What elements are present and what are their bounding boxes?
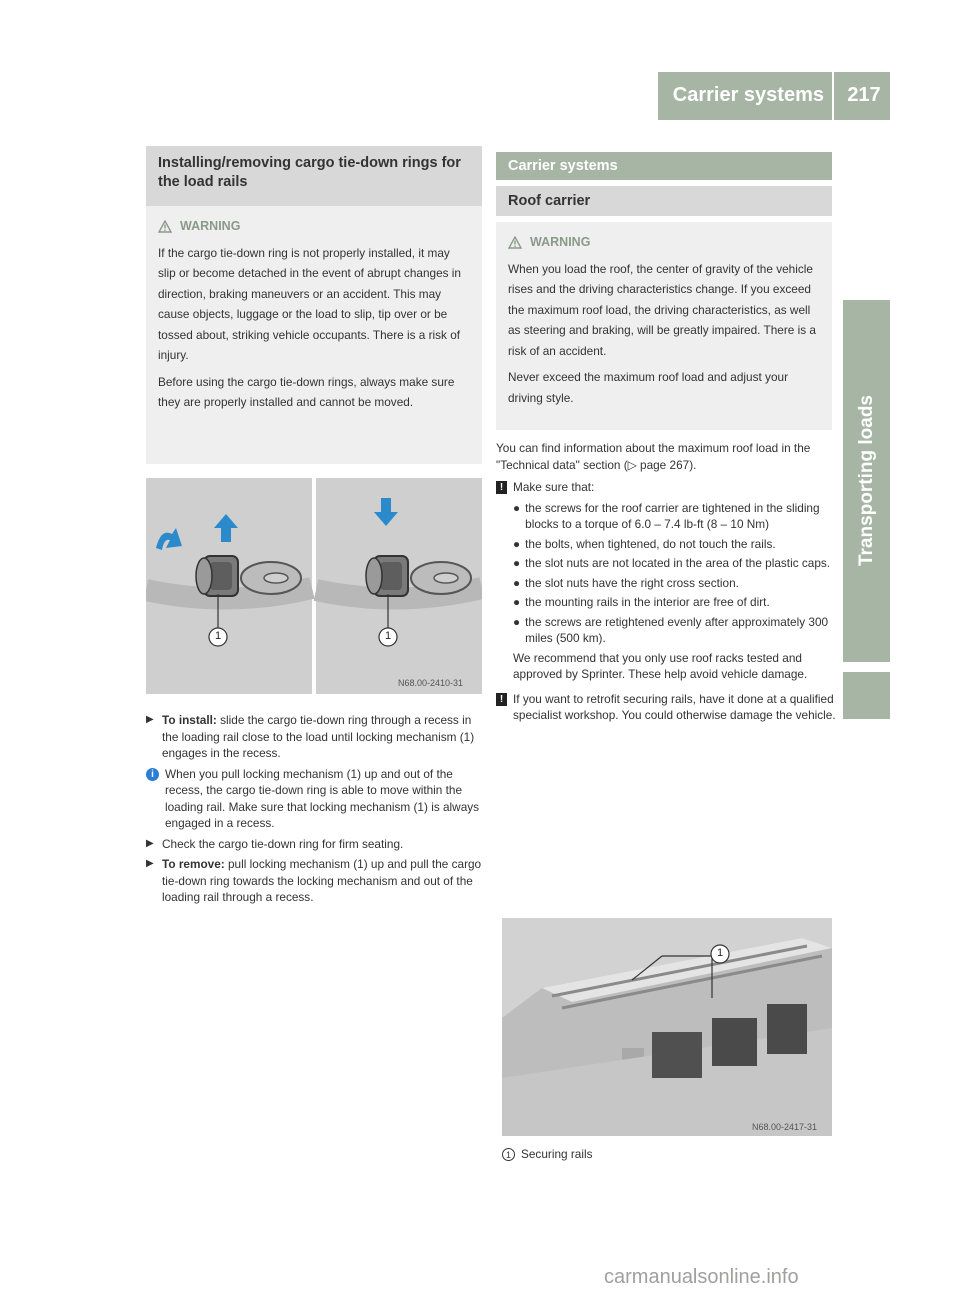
side-tab-label-wrap xyxy=(843,300,890,662)
section-heading: Carrier systems xyxy=(496,152,832,180)
left-warning-box xyxy=(146,206,482,464)
list-item: ● the slot nuts are not located in the area of the plastic caps. xyxy=(513,556,831,570)
warning-triangle-icon xyxy=(158,220,172,233)
watermark: carmanualsonline.info xyxy=(604,1266,799,1288)
left-figure-callout-a: 1 xyxy=(214,630,222,642)
recommend-text: We recommend that you only use roof racks tested and approved by Sprinter. These help avoid vehicle damage. xyxy=(513,650,808,681)
left-figure-code: N68.00-2410-31 xyxy=(398,678,464,688)
install-step xyxy=(146,712,484,762)
right-body xyxy=(496,440,836,728)
header-separator xyxy=(832,72,834,120)
left-warning-text-1: If the cargo tie-down ring is not properly installed, it may slip or become detached in the event of abrupt changes in direction, braking maneuvers or an accident. This may cause objects, luggage or the load to slip, tip over or be tossed about, striking vehicle occupants. There is a risk of injury. xyxy=(158,245,461,362)
list-item: ● the bolts, when tightened, do not touch the rails. xyxy=(513,536,776,551)
remove-text: pull locking mechanism (1) up and pull the cargo tie-down ring towards the locking mechanism and out of the loading rail through a recess. xyxy=(162,857,482,904)
right-figure-callout: 1 xyxy=(716,947,724,959)
retrofit-row xyxy=(496,691,836,724)
caption-number: 1 xyxy=(502,1148,515,1161)
check-text: Check the cargo tie-down ring for firm seating. xyxy=(162,836,404,851)
remove-label: To remove: xyxy=(162,857,225,871)
list-item: ● the screws for the roof carrier are tightened in the sliding blocks to a torque of 6.0 – 7.4 lb-ft (8 – 10 Nm) xyxy=(513,500,820,531)
remove-step xyxy=(146,856,484,906)
page-number: 217 xyxy=(847,84,881,106)
list-item: ● the mounting rails in the interior are free of dirt. xyxy=(513,595,770,609)
cargo-ring-illustration xyxy=(146,478,482,694)
right-figure xyxy=(502,918,832,1136)
make-sure-row xyxy=(496,479,836,496)
left-warning-text-2: Before using the cargo tie-down rings, always make sure they are properly installed and cannot be moved. xyxy=(158,374,455,409)
figure-caption xyxy=(502,1146,592,1163)
step-arrow-icon: ▶ xyxy=(146,858,154,869)
locking-note xyxy=(146,766,484,832)
right-warning-text-1: When you load the roof, the center of gravity of the vehicle rises and the driving characteristics change. If you exceed the maximum roof load, the driving characteristics, as well as steering and braking, will be greatly impaired. There is a risk of an accident. xyxy=(508,261,816,358)
left-figure-callout-b: 1 xyxy=(384,630,392,642)
side-tab-label: Transporting loads xyxy=(855,395,877,567)
locking-note-text: When you pull locking mechanism (1) up and out of the recess, the cargo tie-down ring is able to move within the loading rail. Make sure that locking mechanism (1) is always engaged in a recess. xyxy=(165,766,480,830)
left-figure xyxy=(146,478,482,694)
info-icon: i xyxy=(146,768,159,781)
install-text: slide the cargo tie-down ring through a recess in the loading rail close to the load until locking mechanism (1) engages in the recess. xyxy=(162,713,475,760)
right-warning-title: WARNING xyxy=(508,232,820,253)
right-figure-code: N68.00-2417-31 xyxy=(752,1122,818,1132)
left-warning-title: WARNING xyxy=(158,216,470,237)
right-warning-text-2: Never exceed the maximum roof load and adjust your driving style. xyxy=(508,370,788,405)
install-label: To install: xyxy=(162,713,217,727)
side-tab-marker xyxy=(843,672,890,719)
make-sure-text: Make sure that: xyxy=(513,480,595,494)
subsection-heading: Roof carrier xyxy=(496,186,832,216)
warning-triangle-icon xyxy=(508,236,522,249)
notice-icon: ! xyxy=(496,481,507,494)
check-step xyxy=(146,836,484,853)
caption-text: Securing rails xyxy=(521,1147,593,1161)
left-heading: Installing/removing cargo tie-down rings for the load rails xyxy=(146,146,482,206)
step-arrow-icon: ▶ xyxy=(146,714,154,725)
step-arrow-icon: ▶ xyxy=(146,837,154,849)
list-item: ● the screws are retightened evenly after approximately 300 miles (500 km). xyxy=(513,614,829,645)
left-instructions xyxy=(146,712,484,910)
retrofit-text: If you want to retrofit securing rails, have it done at a qualified specialist workshop. You could otherwise damage the vehicle. xyxy=(513,691,836,722)
notice-icon: ! xyxy=(496,693,507,706)
van-roof-illustration xyxy=(502,918,832,1136)
roof-load-info: You can find information about the maximum roof load in the "Technical data" section (▷ page 267). xyxy=(496,441,811,472)
running-header-title: Carrier systems xyxy=(672,84,824,106)
list-item: ● the slot nuts have the right cross section. xyxy=(513,575,739,590)
right-warning-box xyxy=(496,222,832,430)
